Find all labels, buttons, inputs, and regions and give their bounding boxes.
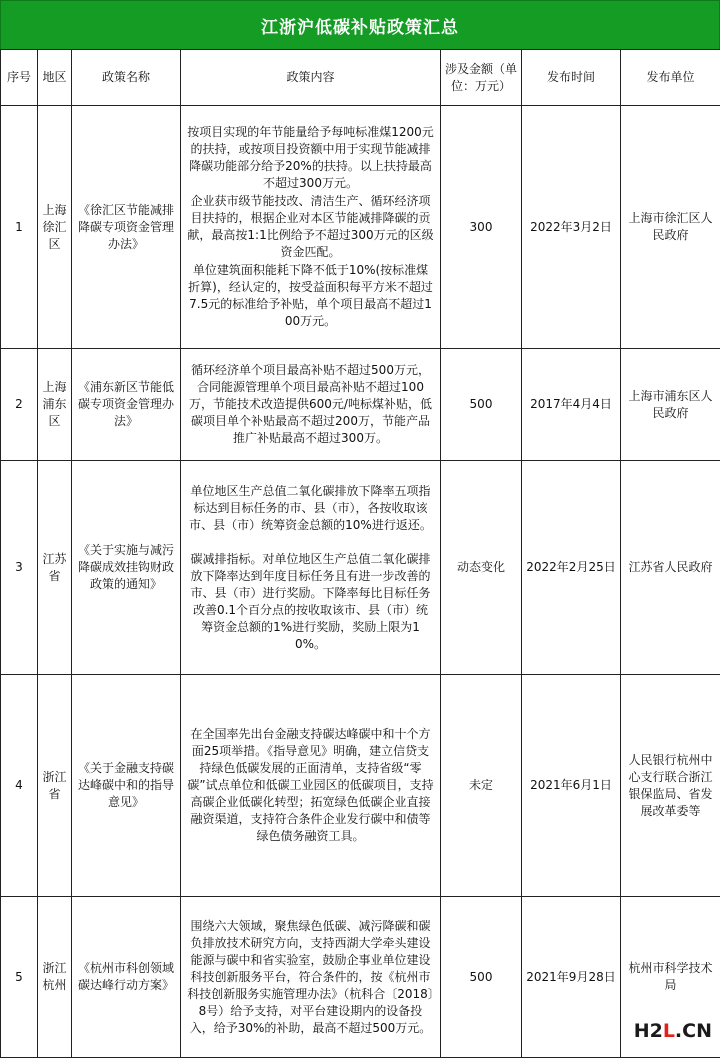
cell-amount: 未定 <box>441 675 522 897</box>
cell-policy-name: 《杭州市科创领域碳达峰行动方案》 <box>72 897 181 1058</box>
content-paragraph: 在全国率先出台金融支持碳达峰碳中和十个方面25项举措。《指导意见》明确，建立信贷支持绿色低碳发展的正面清单，支持省级“零碳”试点单位和低碳工业园区的低碳项目，支持高碳企业低碳化转型；拓宽绿色低碳企业直接融资渠道，支持符合条件企业发行碳中和债等绿色债务融资工具。 <box>187 727 434 843</box>
cell-region: 浙江省 <box>38 675 72 897</box>
cell-policy-content <box>181 675 441 897</box>
content-paragraph: 按项目实现的年节能量给予每吨标准煤1200元的扶持，或按项目投资额中用于实现节能减排降碳功能部分给予20%的扶持。以上扶持最高不超过300万元。 <box>187 125 434 190</box>
logo-part: H2 <box>633 1020 663 1042</box>
header-amount: 涉及金额（单位：万元） <box>441 50 522 106</box>
cell-amount: 500 <box>441 349 522 461</box>
table-row <box>1 106 720 349</box>
cell-date: 2022年3月2日 <box>522 106 621 349</box>
site-logo <box>634 1021 712 1041</box>
policy-table <box>0 49 720 1058</box>
content-paragraph: 围绕六大领域，聚焦绿色低碳、减污降碳和碳负排放技术研究方向，支持西湖大学牵头建设能源与碳中和省实验室，鼓励企事业单位建设科技创新服务平台，符合条件的，按《杭州市科技创新服务实施管理办法》（杭科合〔2018〕8号）给予支持，对平台建设期内的设备投入，给予30%的补助，最高不超过500万元。 <box>187 918 434 1035</box>
cell-policy-name: 《关于金融支持碳达峰碳中和的指导意见》 <box>72 675 181 897</box>
cell-seq: 3 <box>1 461 38 675</box>
cell-policy-content <box>181 106 441 349</box>
logo-part: .CN <box>674 1020 712 1042</box>
cell-date: 2017年4月4日 <box>522 349 621 461</box>
header-date: 发布时间 <box>522 50 621 106</box>
cell-publisher: 上海市浦东区人民政府 <box>621 349 720 461</box>
content-paragraph: 企业获市级节能技改、清洁生产、循环经济项目扶持的，根据企业对本区节能减排降碳的贡献，最高按1:1比例给予不超过300万元的区级资金匹配。 <box>187 194 434 259</box>
table-row <box>1 675 720 897</box>
header-publisher: 发布单位 <box>621 50 720 106</box>
header-seq: 序号 <box>1 50 38 106</box>
header-content: 政策内容 <box>181 50 441 106</box>
cell-seq: 4 <box>1 675 38 897</box>
cell-date: 2022年2月25日 <box>522 461 621 675</box>
cell-publisher: 人民银行杭州中心支行联合浙江银保监局、省发展改革委等 <box>621 675 720 897</box>
cell-amount: 300 <box>441 106 522 349</box>
table-row <box>1 461 720 675</box>
cell-amount: 500 <box>441 897 522 1058</box>
cell-region: 上海徐汇区 <box>38 106 72 349</box>
cell-policy-content <box>181 897 441 1058</box>
cell-seq: 2 <box>1 349 38 461</box>
cell-policy-name: 《浦东新区节能低碳专项资金管理办法》 <box>72 349 181 461</box>
table-row <box>1 349 720 461</box>
cell-date: 2021年9月28日 <box>522 897 621 1058</box>
cell-policy-name: 《徐汇区节能减排降碳专项资金管理办法》 <box>72 106 181 349</box>
cell-region: 上海浦东区 <box>38 349 72 461</box>
cell-publisher: 江苏省人民政府 <box>621 461 720 675</box>
cell-amount: 动态变化 <box>441 461 522 675</box>
cell-region: 江苏省 <box>38 461 72 675</box>
logo-part: L <box>662 1020 675 1042</box>
table-header-row <box>1 50 720 106</box>
cell-date: 2021年6月1日 <box>522 675 621 897</box>
cell-region: 浙江杭州 <box>38 897 72 1058</box>
content-paragraph: 单位地区生产总值二氧化碳排放下降率五项指标达到目标任务的市、县（市），各按收取该市、县（市）统筹资金总额的10%进行返还。 <box>189 483 432 532</box>
content-paragraph: 循环经济单个项目最高补贴不超过500万元，合同能源管理单个项目最高补贴不超过100万，节能技术改造提供600元/吨标煤补贴，低碳项目单个补贴最高不超过200万，节能产品推广补贴最高不超过300万。 <box>189 363 432 445</box>
cell-policy-content <box>181 461 441 675</box>
content-paragraph: 单位建筑面积能耗下降不低于10%(按标准煤折算)，经认定的，按受益面积每平方米不超过7.5元的标准给予补贴，单个项目最高不超过100万元。 <box>188 263 433 328</box>
content-paragraph: 碳减排指标。对单位地区生产总值二氧化碳排放下降率达到年度目标任务且有进一步改善的市、县（市）进行奖励。下降率每比目标任务改善0.1个百分点的按收取该市、县（市）统筹资金总额的1%进行奖励，奖励上限为10%。 <box>190 551 431 651</box>
cell-seq: 1 <box>1 106 38 349</box>
header-region: 地区 <box>38 50 72 106</box>
header-name: 政策名称 <box>72 50 181 106</box>
cell-policy-content <box>181 349 441 461</box>
cell-policy-name: 《关于实施与减污降碳成效挂钩财政政策的通知》 <box>72 461 181 675</box>
cell-publisher: 上海市徐汇区人民政府 <box>621 106 720 349</box>
cell-publisher: 杭州市科学技术局 <box>621 897 720 1058</box>
cell-seq: 5 <box>1 897 38 1058</box>
page-title: 江浙沪低碳补贴政策汇总 <box>0 0 720 50</box>
table-row <box>1 897 720 1058</box>
